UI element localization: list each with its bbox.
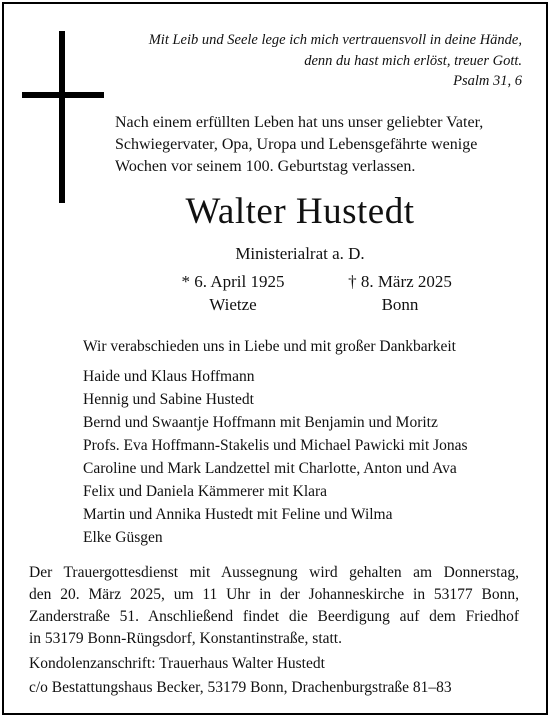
birth-place: Wietze (209, 295, 257, 314)
cross-horizontal-bar (22, 92, 104, 98)
cross-vertical-bar (59, 31, 65, 203)
birth-info (168, 270, 298, 316)
farewell-line: Wir verabschieden uns in Liebe und mit großer Dankbarkeit (83, 338, 456, 355)
intro-line: Wochen vor seinem 100. Geburtstag verlassen. (115, 158, 416, 175)
psalm-quote (102, 30, 522, 92)
death-place: Bonn (381, 295, 419, 314)
family-member: Hennig und Sabine Hustedt (83, 391, 254, 408)
service-line: Der Trauergottesdienst mit Aussegnung wird gehalten am Donnerstag, (29, 564, 519, 581)
family-member: Felix und Daniela Kämmerer mit Klara (83, 483, 328, 500)
service-line: in 53179 Bonn-Rüngsdorf, Konstantinstraße, statt. (29, 630, 342, 647)
intro-text (115, 112, 535, 178)
intro-line: Nach einem erfüllten Leben hat uns unser geliebter Vater, (115, 114, 484, 131)
family-member: Profs. Eva Hoffmann-Stakelis und Michael Pawicki mit Jonas (83, 437, 468, 454)
service-line: Zanderstraße 51. Anschließend findet die Beerdigung auf dem Friedhof (29, 608, 519, 625)
intro-line: Schwiegervater, Opa, Uropa und Lebensgefährte wenige (115, 136, 478, 153)
family-member: Elke Güsgen (83, 529, 163, 546)
condolence-address (29, 652, 452, 700)
quote-reference: Psalm 31, 6 (453, 73, 522, 89)
quote-line: Mit Leib und Seele lege ich mich vertrauensvoll in deine Hände, (148, 32, 522, 48)
service-announcement (29, 562, 519, 650)
deceased-name: Walter Hustedt (185, 191, 415, 232)
deceased-title: Ministerialrat a. D. (235, 244, 365, 263)
family-member: Martin und Annika Hustedt mit Feline und Wilma (83, 506, 393, 523)
death-date: † 8. März 2025 (348, 272, 452, 291)
death-info (335, 270, 465, 316)
family-list (83, 365, 468, 549)
condolence-line: c/o Bestattungshaus Becker, 53179 Bonn, Drachenburgstraße 81–83 (29, 679, 452, 696)
birth-date: * 6. April 1925 (181, 272, 285, 291)
quote-line: denn du hast mich erlöst, treuer Gott. (304, 52, 522, 69)
family-member: Bernd und Swaantje Hoffmann mit Benjamin und Moritz (83, 414, 438, 431)
family-member: Caroline und Mark Landzettel mit Charlotte, Anton und Ava (83, 460, 457, 477)
service-line: den 20. März 2025, um 11 Uhr in der Johanneskirche in 53177 Bonn, (29, 586, 519, 603)
condolence-line: Kondolenzanschrift: Trauerhaus Walter Hustedt (29, 655, 325, 672)
family-member: Haide und Klaus Hoffmann (83, 368, 255, 385)
